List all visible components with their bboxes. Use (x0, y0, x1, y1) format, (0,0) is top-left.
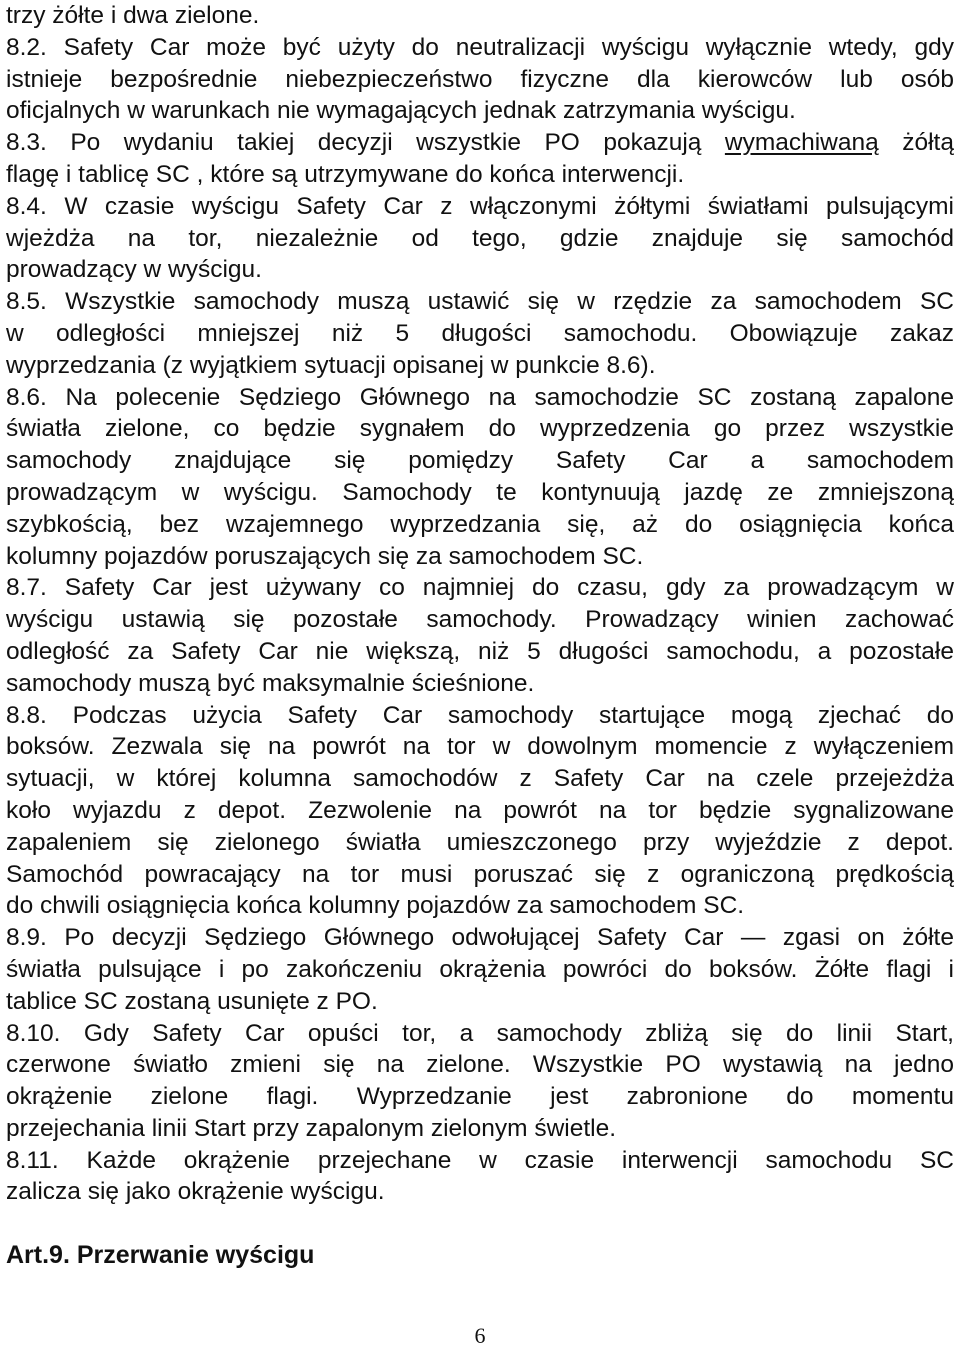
text-line: do chwili osiągnięcia końca kolumny pojazdów za samochodem SC. (6, 892, 745, 920)
text-line: wyścigu ustawią się pozostałe samochody. Prowadzący winien zachować (6, 606, 954, 634)
text-line: 8.6. Na polecenie Sędziego Głównego na samochodzie SC zostaną zapalone (6, 383, 954, 411)
document-body (6, 0, 954, 1208)
text-line: samochody muszą być maksymalnie ścieśnione. (6, 669, 535, 697)
text-line: 8.5. Wszystkie samochody muszą ustawić się w rzędzie za samochodem SC (6, 288, 954, 316)
text-line: prowadzącym w wyścigu. Samochody te kontynuują jazdę ze zmniejszoną (6, 478, 954, 506)
text-line: 8.2. Safety Car może być użyty do neutralizacji wyścigu wyłącznie wtedy, gdy (6, 33, 954, 61)
text-line: 8.9. Po decyzji Sędziego Głównego odwołującej Safety Car — zgasi on żółte (6, 924, 954, 952)
underlined-word: wymachiwaną (724, 129, 879, 157)
text-line: zalicza się jako okrążenie wyścigu. (6, 1178, 385, 1206)
text-segment: żółtą (878, 129, 954, 157)
text-line: 8.4. W czasie wyścigu Safety Car z włączonymi żółtymi światłami pulsującymi (6, 192, 954, 220)
text-line: samochody znajdujące się pomiędzy Safety Car a samochodem (6, 447, 954, 475)
text-line: zapaleniem się zielonego światła umieszczonego przy wyjeździe z depot. (6, 828, 954, 856)
text-line: wyprzedzania (z wyjątkiem sytuacji opisanej w punkcie 8.6). (6, 351, 656, 379)
text-line: czerwone światło zmieni się na zielone. Wszystkie PO wystawią na jedno (6, 1051, 954, 1079)
text-line: prowadzący w wyścigu. (6, 256, 262, 284)
text-line: istnieje bezpośrednie niebezpieczeństwo fizyczne dla kierowców lub osób (6, 65, 954, 93)
text-line: 8.10. Gdy Safety Car opuści tor, a samochody zbliżą się do linii Start, (6, 1019, 954, 1047)
text-segment: 8.3. Po wydaniu takiej decyzji wszystkie PO pokazują (6, 129, 725, 157)
text-line: 8.11. Każde okrążenie przejechane w czasie interwencji samochodu SC (6, 1146, 954, 1174)
text-line: 8.7. Safety Car jest używany co najmniej do czasu, gdy za prowadzącym w (6, 574, 954, 602)
text-line: Samochód powracający na tor musi poruszać się z ograniczoną prędkością (6, 860, 954, 888)
text-line-8-3 (6, 127, 954, 159)
text-line: szybkością, bez wzajemnego wyprzedzania się, aż do osiągnięcia końca (6, 510, 954, 538)
text-line: flagę i tablicę SC , które są utrzymywane do końca interwencji. (6, 160, 685, 188)
text-line: trzy żółte i dwa zielone. (6, 2, 260, 29)
section-heading: Art.9. Przerwanie wyścigu (6, 1241, 315, 1269)
text-line: koło wyjazdu z depot. Zezwolenie na powrót na tor będzie sygnalizowane (6, 796, 954, 824)
text-line: oficjalnych w warunkach nie wymagających jednak zatrzymania wyścigu. (6, 97, 796, 125)
text-line: przejechania linii Start przy zapalonym zielonym świetle. (6, 1114, 617, 1142)
text-line: kolumny pojazdów poruszających się za samochodem SC. (6, 542, 644, 570)
text-line: światła pulsujące i po zakończeniu okrążenia powróci do boksów. Żółte flagi i (6, 955, 954, 983)
text-line: tablice SC zostaną usunięte z PO. (6, 987, 378, 1015)
text-line: sytuacji, w której kolumna samochodów z Safety Car na czele przejeżdża (6, 765, 954, 793)
text-line: boksów. Zezwala się na powrót na tor w dowolnym momencie z wyłączeniem (6, 733, 954, 761)
text-line: światła zielone, co będzie sygnałem do wyprzedzenia go przez wszystkie (6, 415, 954, 443)
text-line: odległość za Safety Car nie większą, niż 5 długości samochodu, a pozostałe (6, 637, 954, 665)
text-line: okrążenie zielone flagi. Wyprzedzanie jest zabronione do momentu (6, 1083, 954, 1111)
text-line: 8.8. Podczas użycia Safety Car samochody startujące mogą zjechać do (6, 701, 954, 729)
text-line: wjeżdża na tor, niezależnie od tego, gdzie znajduje się samochód (6, 224, 954, 252)
text-line: w odległości mniejszej niż 5 długości samochodu. Obowiązuje zakaz (6, 319, 954, 347)
page-number: 6 (474, 1323, 486, 1348)
